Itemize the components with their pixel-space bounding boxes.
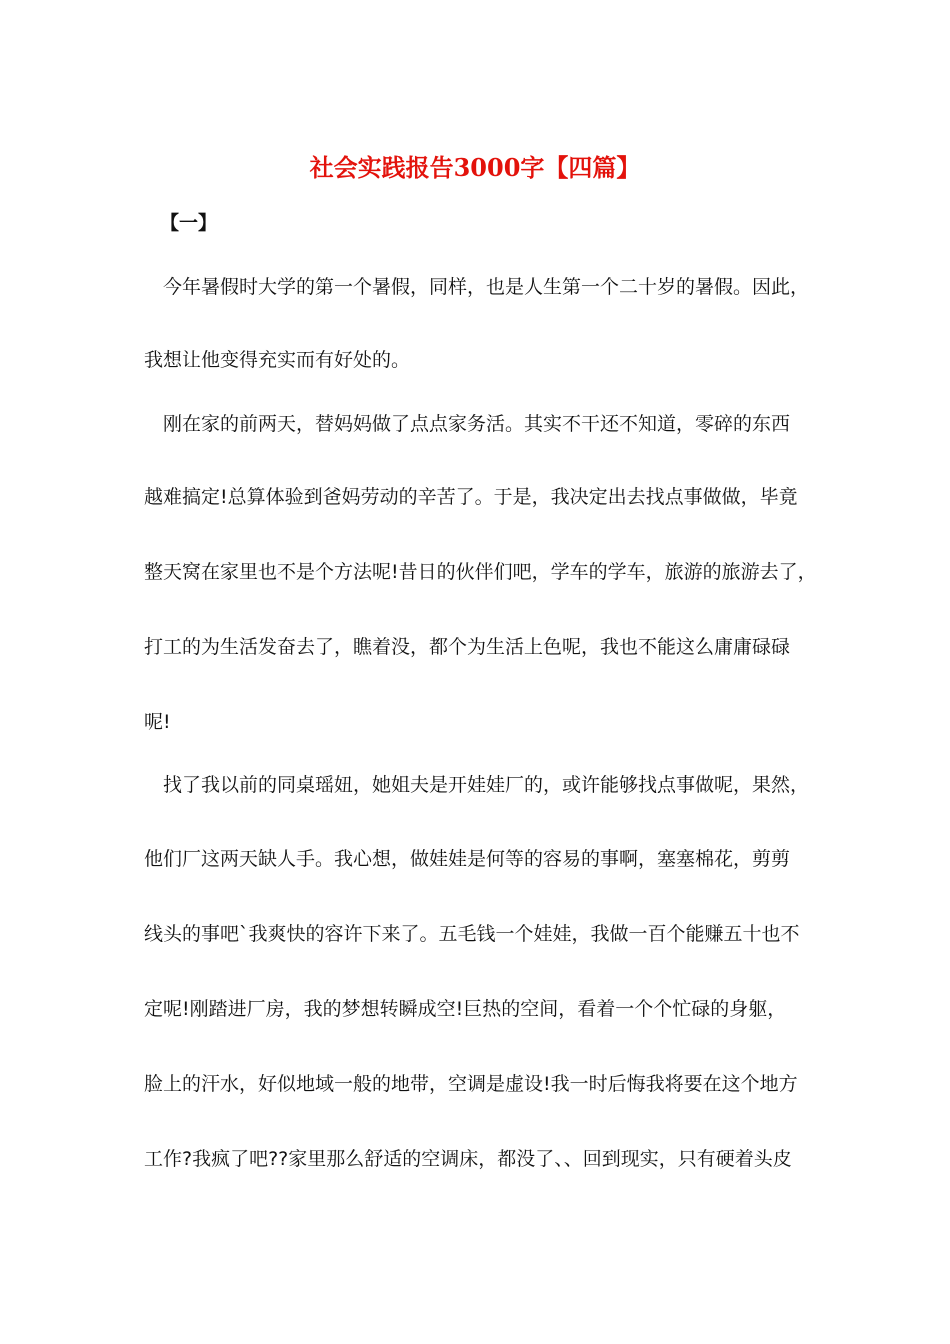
paragraph-line: 今年暑假时大学的第一个暑假，同样，也是人生第一个二十岁的暑假。因此，	[163, 276, 810, 298]
paragraph-line: 打工的为生活发奋去了，瞧着没，都个为生活上色呢，我也不能这么庸庸碌碌	[144, 636, 791, 658]
paragraph-line: 脸上的汗水，好似地域一般的地带，空调是虚设!我一时后悔我将要在这个地方	[144, 1073, 798, 1095]
document-title: 社会实践报告3000字【四篇】	[309, 153, 641, 182]
paragraph-line: 工作?我疯了吧??家里那么舒适的空调床，都没了、、回到现实，只有硬着头皮	[144, 1148, 792, 1170]
paragraph-line: 找了我以前的同桌瑶妞，她姐夫是开娃娃厂的，或许能够找点事做呢，果然，	[163, 774, 810, 796]
paragraph-line: 线头的事吧`我爽快的容许下来了。五毛钱一个娃娃，我做一百个能赚五十也不	[144, 923, 800, 945]
paragraph-line: 呢!	[144, 711, 171, 733]
paragraph-line: 整天窝在家里也不是个方法呢!昔日的伙伴们吧，学车的学车，旅游的旅游去了，	[144, 561, 817, 583]
section-heading: 【一】	[160, 212, 218, 234]
paragraph-line: 越难搞定!总算体验到爸妈劳动的辛苦了。于是，我决定出去找点事做做，毕竟	[144, 486, 798, 508]
paragraph-line: 我想让他变得充实而有好处的。	[144, 349, 411, 371]
paragraph-line: 他们厂这两天缺人手。我心想，做娃娃是何等的容易的事啊，塞塞棉花，剪剪	[144, 848, 791, 870]
paragraph-line: 定呢!刚踏进厂房，我的梦想转瞬成空!巨热的空间，看着一个个忙碌的身躯，	[144, 998, 787, 1020]
paragraph-line: 刚在家的前两天，替妈妈做了点点家务活。其实不干还不知道，零碎的东西	[163, 413, 791, 435]
